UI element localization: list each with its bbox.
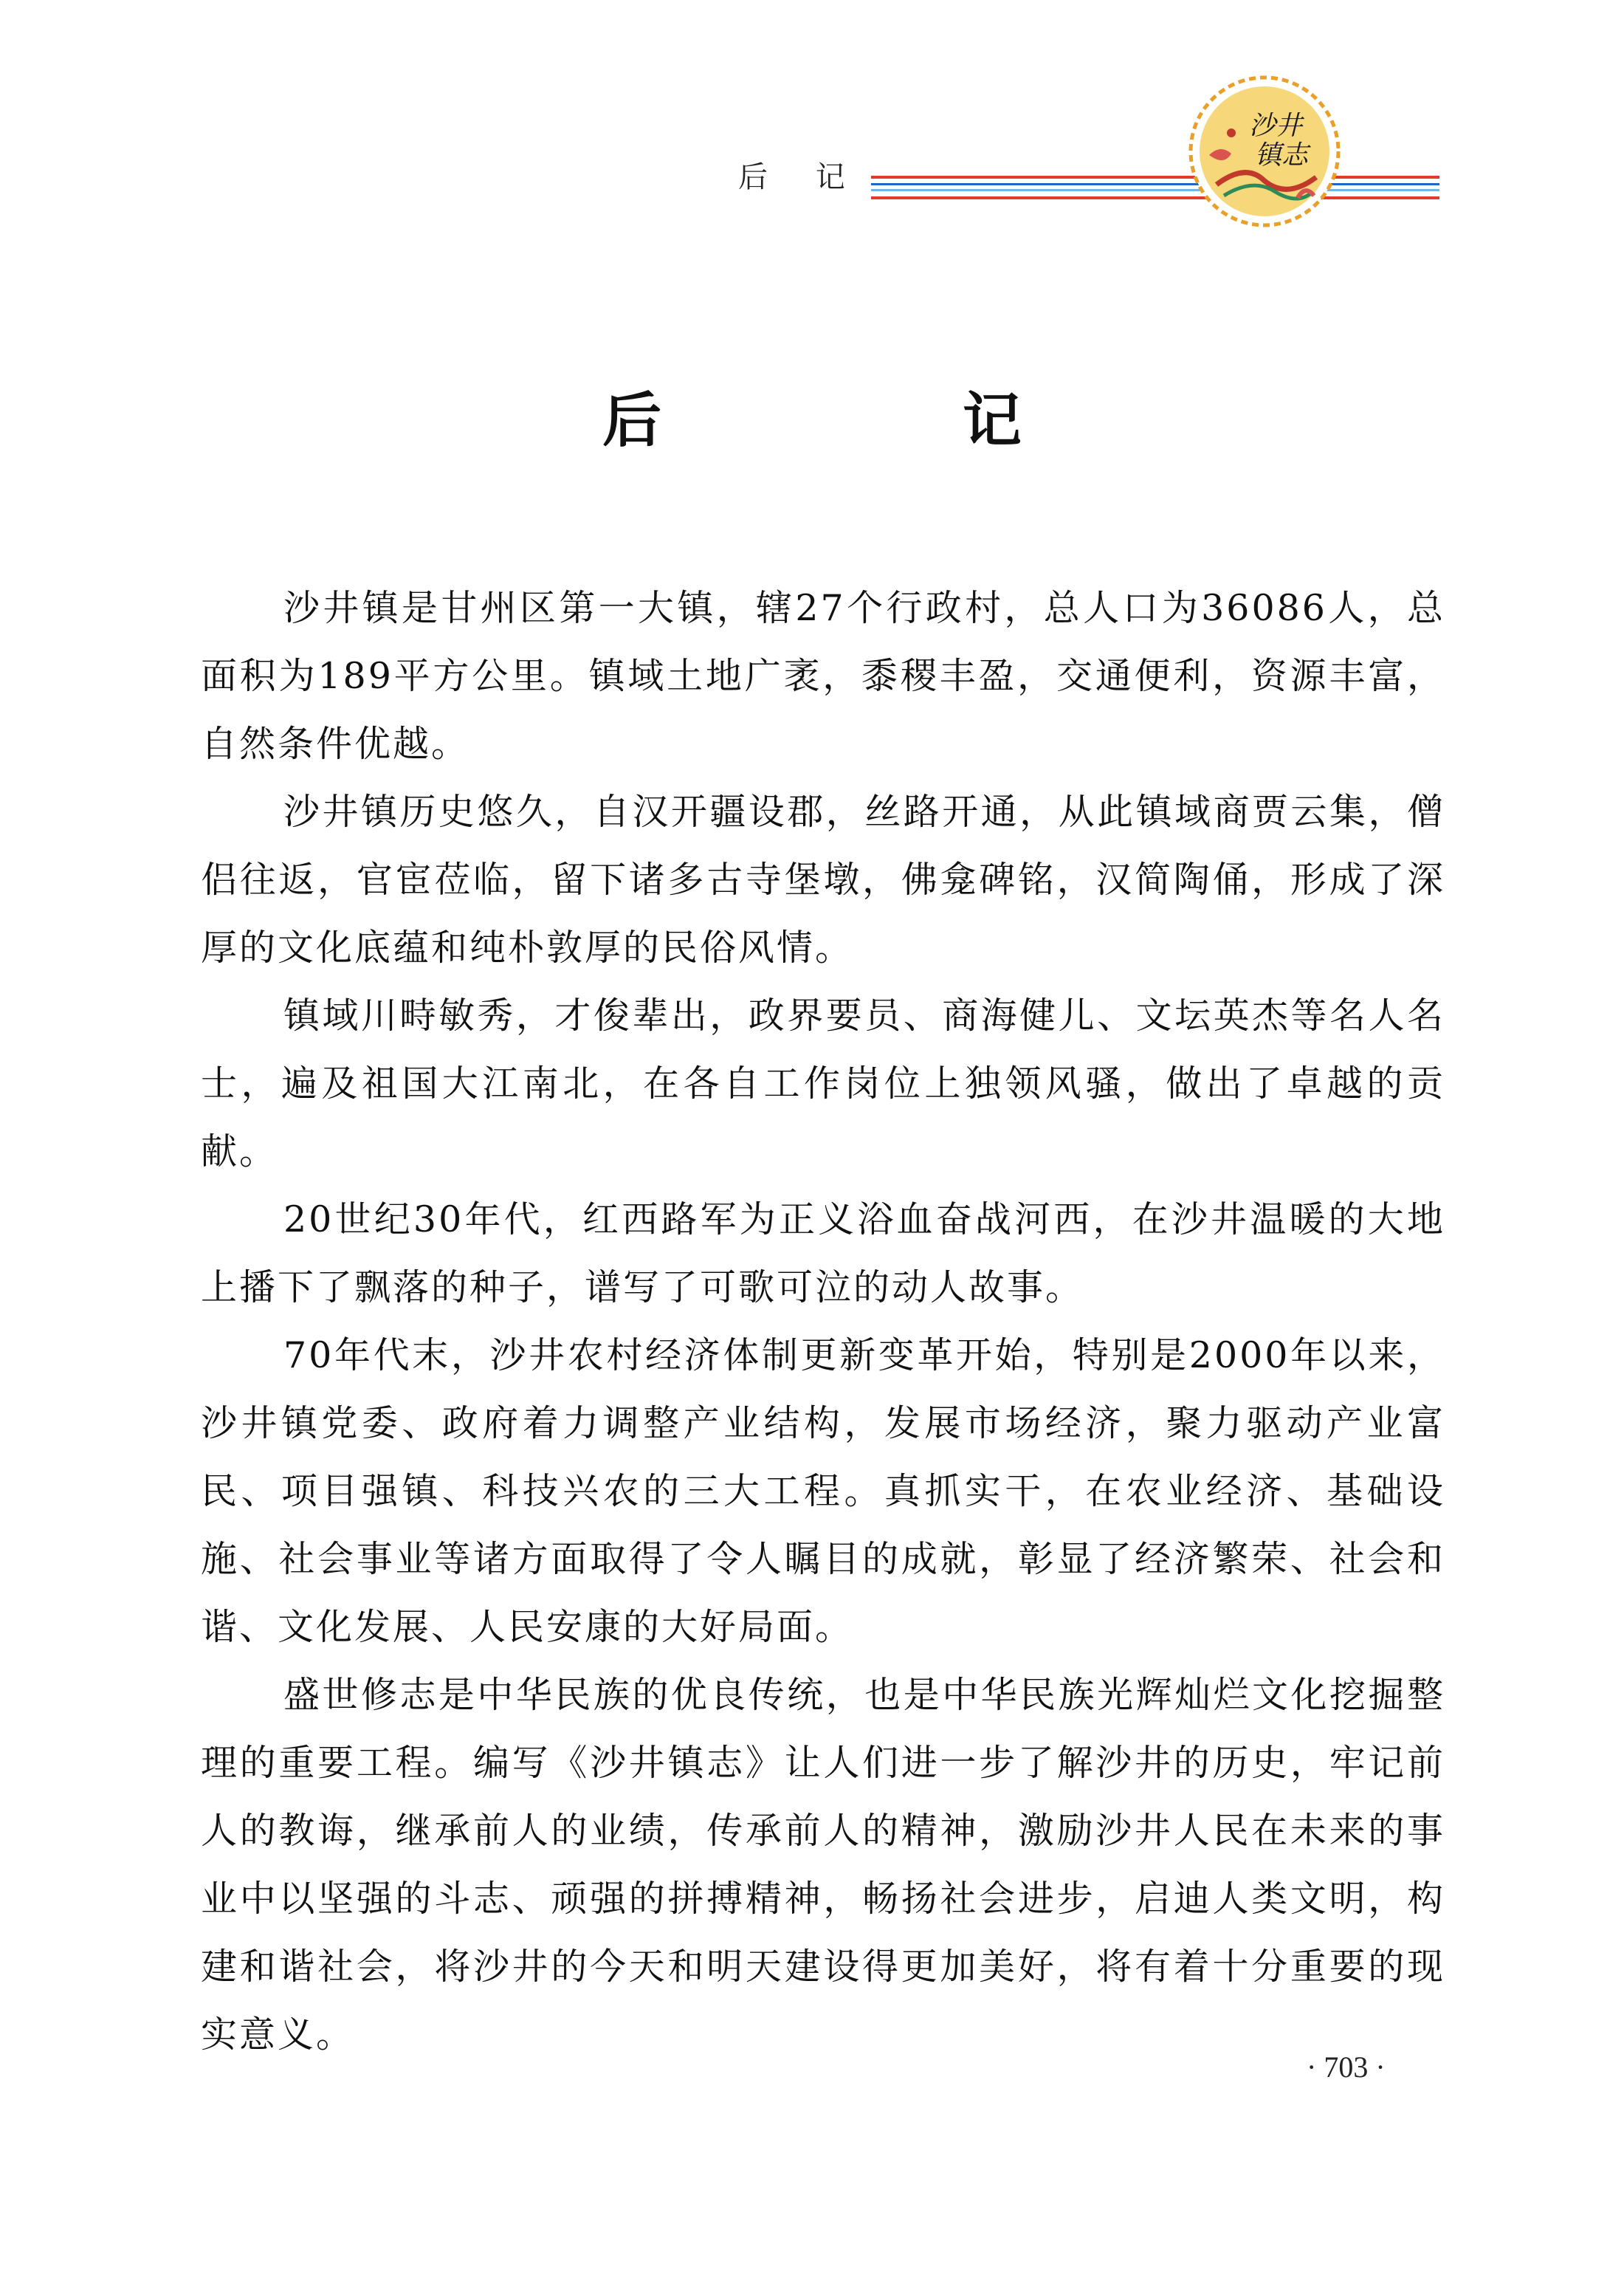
town-annals-seal-logo [1187, 74, 1342, 229]
page-number: · 703 · [1307, 2050, 1386, 2084]
running-header-label: 后 记 [738, 160, 864, 194]
header-rule-red-bottom [871, 196, 1439, 199]
header-rule-blue [871, 183, 1439, 185]
paragraph: 70年代末，沙井农村经济体制更新变革开始，特别是2000年以来，沙井镇党委、政府着力调整产业结构，发展市场经济，聚力驱动产业富民、项目强镇、科技兴农的三大工程。真抓实干，在农业经济、基础设施、社会事业等诸方面取得了令人瞩目的成就，彰显了经济繁荣、社会和谐、文化发展、人民安康的大好局面。 [201, 1334, 1445, 1648]
body-text [201, 574, 1445, 2069]
header-rule-red-top [871, 176, 1439, 179]
paragraph: 沙井镇是甘州区第一大镇，辖27个行政村，总人口为36086人，总面积为189平方公里。镇域土地广袤，黍稷丰盈，交通便利，资源丰富，自然条件优越。 [201, 587, 1445, 765]
paragraph: 20世纪30年代，红西路军为正义浴血奋战河西，在沙井温暖的大地上播下了飘落的种子，谱写了可歌可泣的动人故事。 [201, 1198, 1445, 1308]
paragraph: 镇域川畤敏秀，才俊辈出，政界要员、商海健儿、文坛英杰等名人名士，遍及祖国大江南北，在各自工作岗位上独领风骚，做出了卓越的贡献。 [201, 995, 1445, 1173]
svg-text:镇志: 镇志 [1254, 140, 1309, 171]
paragraph: 盛世修志是中华民族的优良传统，也是中华民族光辉灿烂文化挖掘整理的重要工程。编写《沙井镇志》让人们进一步了解沙井的历史，牢记前人的教诲，继承前人的业绩，传承前人的精神，激励沙井人民在未来的事业中以坚强的斗志、顽强的拼搏精神，畅扬社会进步，启迪人类文明，构建和谐社会，将沙井的今天和明天建设得更加美好，将有着十分重要的现实意义。 [201, 1674, 1445, 2056]
page-title: 后 记 [602, 386, 1162, 455]
paragraph: 沙井镇历史悠久，自汉开疆设郡，丝路开通，从此镇域商贾云集，僧侣往返，官宦莅临，留下诸多古寺堡墩，佛龛碑铭，汉简陶俑，形成了深厚的文化底蕴和纯朴敦厚的民俗风情。 [201, 791, 1445, 969]
header-rule-light-blue [871, 189, 1439, 191]
svg-text:沙井: 沙井 [1248, 111, 1303, 141]
